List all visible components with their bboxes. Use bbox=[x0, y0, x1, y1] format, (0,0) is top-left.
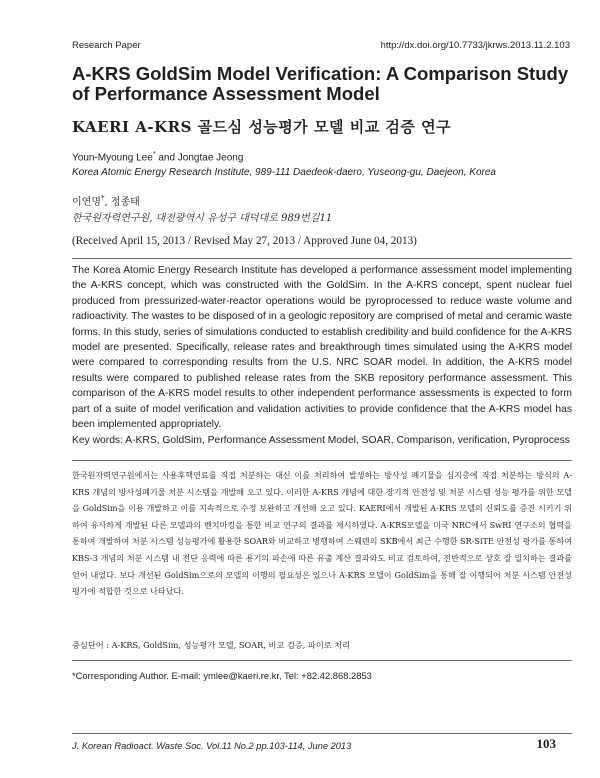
section-divider bbox=[72, 460, 572, 461]
corresponding-author-note: *Corresponding Author. E-mail: ymlee@kaeri.re.kr, Tel: +82.42.868.2853 bbox=[72, 670, 372, 681]
footnote-divider bbox=[72, 660, 572, 661]
abstract-korean: 한국원자력연구원에서는 사용후핵연료를 직접 처분하는 대신 이를 처리하여 발생하는 방사성 폐기물을 심지층에 직접 처분하는 방식의 A-KRS 개념의 방사성폐기물 처분 시스템을 개발해 오고 있다. 이러한 A-KRS 개념에 대한 장기적 안전성 및 처분 시스템 성능 평가를 위한 모델을 GoldSim을 이용 개발하고 이를 지속적으로 수정 보완하고 개선해 오고 있다. KAERI에서 개발된 A-KRS 모델의 신뢰도를 증진 시키기 위하여 유사하게 개발된 다른 모델과의 벤치마킹을 통한 비교 연구의 결과를 제시하였다. A-KRS모델을 미국 NRC에서 SwRI 연구소의 협력을 통하여 개발하여 처분 시스템 성능평가에 활용한 SOAR와 비교하고 병행하여 스웨덴의 SKB에서 최근 수행한 SR-SiTE 안전성 평가를 통하여 KBS-3 개념의 처분 시스템 내 전단 응력에 따른 용기의 파손에 따른 유출 계산 결과와도 비교 검토하여, 전반적으로 상호 잘 일치하는 결과를 얻어 내었다. 보다 개선된 GoldSim으로의 모델의 이행의 필요성은 있으나 A-KRS 모델이 GoldSim을 통해 잘 이행되어 처분 시스템 안전성 평가에 적합한 것으로 나타났다. bbox=[72, 470, 572, 597]
footer-divider bbox=[72, 733, 572, 734]
author-name-korean: , 정종태 bbox=[104, 197, 140, 208]
author-name: and Jongtae Jeong bbox=[155, 152, 244, 164]
page-number: 103 bbox=[536, 736, 556, 751]
author-affiliation-korean: 한국원자력연구원, 대전광역시 유성구 대덕대로 989번길11 bbox=[72, 213, 333, 224]
corresponding-mark: * bbox=[100, 194, 105, 203]
paper-title-korean: KAERI A-KRS 골드심 성능평가 모델 비교 검증 연구 bbox=[72, 118, 452, 136]
corresponding-mark: * bbox=[152, 151, 156, 158]
doi-link[interactable]: http://dx.doi.org/10.7733/jkrws.2013.11.2.103 bbox=[380, 40, 570, 51]
author-affiliation: Korea Atomic Energy Research Institute, 989-111 Daedeok-daero, Yuseong-gu, Daejeon, Korea bbox=[72, 167, 496, 178]
section-divider bbox=[72, 258, 572, 259]
keywords-english bbox=[72, 434, 572, 447]
keywords-korean: 중심단어 : A-KRS, GoldSim, 성능평가 모델, SOAR, 비교 검증, 파이로 처리 bbox=[72, 640, 351, 650]
keywords-list: A-KRS, GoldSim, Performance Assessment Model, SOAR, Comparison, verification, Pyroprocess bbox=[125, 435, 570, 446]
journal-citation: J. Korean Radioact. Waste Soc. Vol.11 No.2 pp.103-114, June 2013 bbox=[72, 741, 352, 751]
paper-title: A-KRS GoldSim Model Verification: A Comparison Study of Performance Assessment Model bbox=[72, 63, 569, 104]
author-name-korean: 이연명 bbox=[72, 197, 101, 208]
article-type-label: Research Paper bbox=[72, 40, 141, 51]
received-dates: (Received April 15, 2013 / Revised May 27, 2013 / Approved June 04, 2013) bbox=[72, 235, 417, 247]
keywords-label: Key words: bbox=[72, 435, 123, 446]
abstract-english: The Korea Atomic Energy Research Institute has developed a performance assessment model implementing the A-KRS concept, which was constructed with the GoldSim. In the A-KRS concept, spent nuclear fuel produced from pressurized-water-reactor operations would be pyroprocessed to reduce waste volume and radioactivity. The wastes to be disposed of in a geologic repository are comprised of metal and ceramic waste forms. In this study, series of simulations conducted to establish credibility and build confidence for the A-KRS model are presented. Specifically, release rates and breakthrough times simulated using the A-KRS model were compared to corresponding results from the U.S. NRC SOAR model. In addition, the A-KRS model results were compared to published release rates from the SKB repository performance assessment. This comparison of the A-KRS model results to other independent performance assessments is expected to form part of a suite of model verification and validation activities to provide confidence that the A-KRS model has been implemented appropriately. bbox=[72, 265, 572, 431]
author-list-korean bbox=[72, 193, 140, 208]
author-name: Youn-Myoung Lee bbox=[72, 152, 153, 164]
author-list bbox=[72, 151, 243, 163]
